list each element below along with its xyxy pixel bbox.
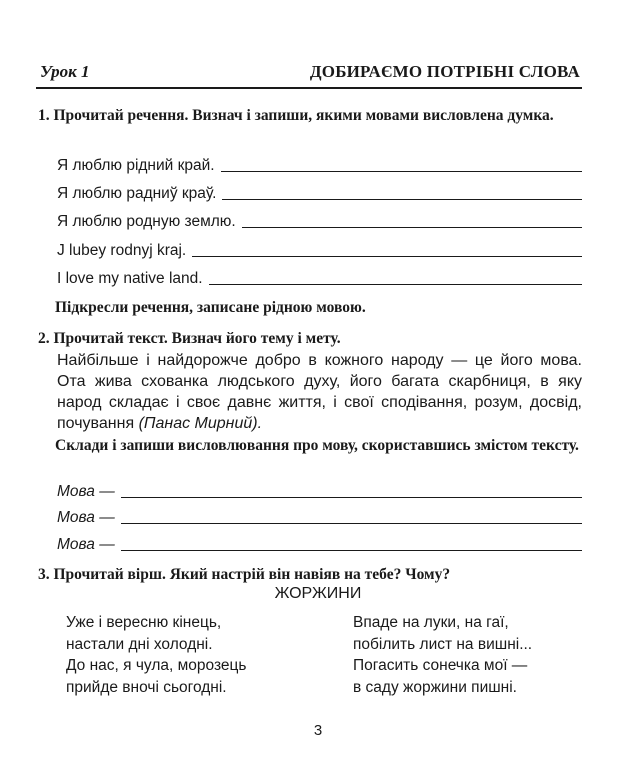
blank-line[interactable] — [192, 256, 582, 257]
task-3-number: 3. — [38, 566, 50, 583]
poem-line: прийде вночі сьогодні. — [66, 678, 227, 696]
blank-line[interactable] — [121, 523, 582, 524]
sentence-text: I love my native land. — [57, 270, 203, 287]
prompt-text: Мова — — [57, 483, 115, 500]
task-2-sub-instruction: Склади і запиши висловлювання про мову, скориставшись змістом тексту. — [55, 437, 579, 454]
answer-line-4[interactable] — [57, 240, 582, 260]
poem-line: Погасить сонечка мої — — [353, 657, 528, 674]
sentence-text: Я люблю радниў краў. — [57, 185, 217, 202]
header-divider — [36, 87, 582, 89]
blank-line[interactable] — [121, 497, 582, 498]
task-2-instruction — [38, 329, 582, 348]
task-3-instruction — [38, 565, 582, 584]
prompt-text: Мова — — [57, 536, 115, 553]
sentence-text: J lubey rodnyj kraj. — [57, 242, 187, 259]
prompt-text: Мова — — [57, 509, 115, 526]
poem-line: Впаде на луки, на гаї, — [353, 614, 509, 631]
poem-title: ЖОРЖИНИ — [274, 585, 362, 602]
page-header — [40, 62, 580, 84]
task-1-instruction — [38, 106, 582, 125]
mova-line-2[interactable] — [57, 507, 582, 527]
poem-line: настали дні холодні. — [66, 635, 213, 653]
sentence-text: Я люблю родную землю. — [57, 213, 236, 230]
blank-line[interactable] — [209, 284, 582, 285]
blank-line[interactable] — [221, 171, 582, 172]
page-number: 3 — [313, 722, 323, 739]
answer-line-1[interactable] — [57, 155, 582, 175]
task-3-text: Прочитай вірш. Який настрій він навіяв на тебе? Чому? — [53, 566, 451, 583]
poem-line: До нас, я чула, морозець — [66, 657, 247, 674]
poem-line: Уже і вересню кінець, — [66, 614, 222, 631]
blank-line[interactable] — [121, 550, 582, 551]
task-2-passage — [57, 350, 582, 434]
stanza-left — [66, 612, 246, 698]
poem-line: в саду жоржини пишні. — [353, 678, 517, 696]
passage-text: Найбільше і найдорожче добро в кожного народу — це його мова. Ота жива схованка людського духу, його багата скарбниця, в яку народ складає і своє давнє життя, і свої сподівання, розум, досвід, почування — [57, 352, 582, 432]
task-1-note: Підкресли речення, записане рідною мовою. — [55, 299, 366, 316]
answer-line-5[interactable] — [57, 268, 582, 288]
lesson-topic: ДОБИРАЄМО ПОТРІБНІ СЛОВА — [309, 62, 580, 81]
mova-line-3[interactable] — [57, 534, 582, 554]
blank-line[interactable] — [242, 227, 582, 228]
mova-line-1[interactable] — [57, 481, 582, 501]
answer-line-3[interactable] — [57, 211, 582, 231]
answer-line-2[interactable] — [57, 183, 582, 203]
task-2-number: 2. — [38, 330, 50, 347]
poem-line: побілить лист на вишні... — [353, 635, 533, 653]
passage-author: (Панас Мирний). — [138, 415, 263, 432]
task-1-text: Прочитай речення. Визнач і запиши, якими мовами висловлена думка. — [53, 107, 554, 124]
task-2-text: Прочитай текст. Визнач його тему і мету. — [53, 330, 341, 347]
stanza-right — [353, 612, 532, 698]
task-1-number: 1. — [38, 107, 50, 124]
blank-line[interactable] — [222, 199, 582, 200]
lesson-label: Урок 1 — [40, 62, 90, 81]
sentence-text: Я люблю рідний край. — [57, 157, 215, 174]
